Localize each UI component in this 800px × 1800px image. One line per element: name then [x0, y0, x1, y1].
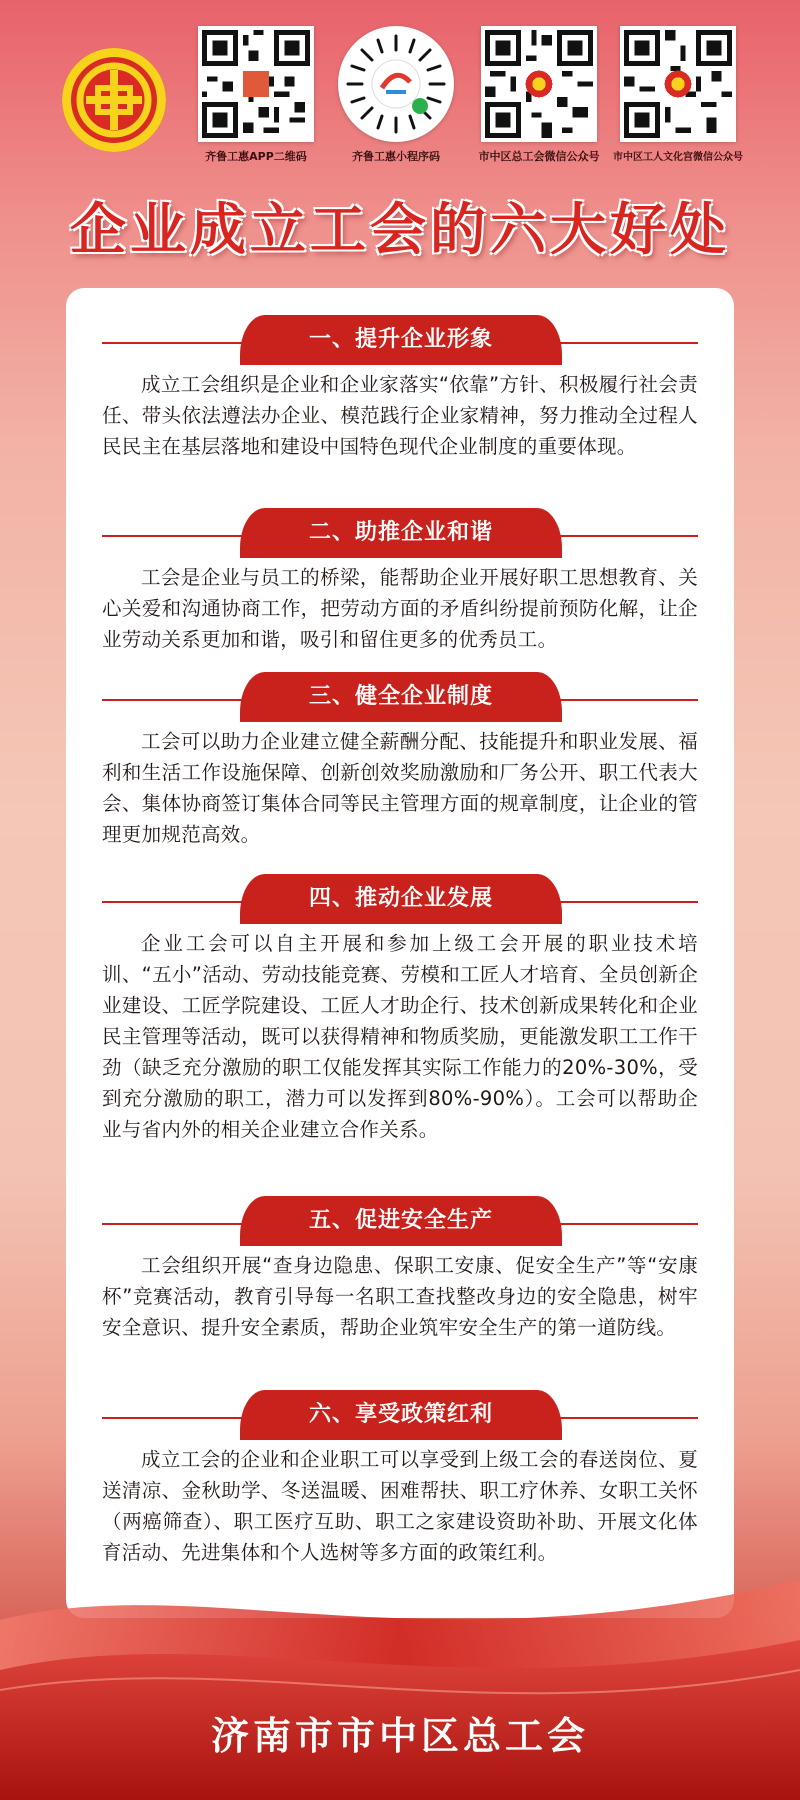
mini-program-code-icon — [338, 26, 454, 142]
section-heading: 一、提升企业形象 — [240, 315, 562, 365]
trade-union-logo-icon — [62, 48, 166, 152]
section-body: 工会是企业与员工的桥梁，能帮助企业开展好职工思想教育、关心关爱和沟通协商工作，把劳动方面的矛盾纠纷提前预防化解，让企业劳动关系更加和谐，吸引和留住更多的优秀员工。 — [102, 566, 698, 651]
qr-app — [190, 26, 322, 164]
qr-label: 齐鲁工惠小程序码 — [352, 150, 440, 163]
header — [0, 0, 800, 290]
section-body: 工会组织开展“查身边隐患、保职工安康、促安全生产”等“安康杯”竞赛活动，教育引导每一名职工查找整改身边的安全隐患，树牢安全意识、提升安全素质，帮助企业筑牢安全生产的第一道防线。 — [102, 1254, 698, 1339]
section-body: 成立工会组织是企业和企业家落实“依靠”方针、积极履行社会责任、带头依法遵法办企业、模范践行企业家精神，努力推动全过程人民民主在基层落地和建设中国特色现代企业制度的重要体现。 — [102, 373, 698, 458]
red-flag-wave-decoration — [0, 1560, 800, 1800]
section-heading: 六、享受政策红利 — [240, 1390, 562, 1440]
section-heading: 二、助推企业和谐 — [240, 508, 562, 558]
section-heading: 五、促进安全生产 — [240, 1196, 562, 1246]
content-card — [66, 288, 734, 1618]
qr-code-icon — [198, 26, 314, 142]
qr-wechat-culture-palace — [612, 26, 744, 163]
section-body: 工会可以助力企业建立健全薪酬分配、技能提升和职业发展、福利和生活工作设施保障、创新创效奖励激励和厂务公开、职工代表大会、集体协商签订集体合同等民主管理方面的规章制度，让企业的管理更加规范高效。 — [102, 730, 698, 846]
qr-code-icon — [481, 26, 597, 142]
page-title: 企业成立工会的六大好处 — [70, 198, 730, 263]
section-heading: 四、推动企业发展 — [240, 874, 562, 924]
organization-name: 济南市市中区总工会 — [210, 1714, 589, 1758]
section-body: 成立工会的企业和企业职工可以享受到上级工会的春送岗位、夏送清凉、金秋助学、冬送温暖、困难帮扶、职工疗休养、女职工关怀（两癌筛查）、职工医疗互助、职工之家建设资助补助、开展文化体育活动、先进集体和个人选树等多方面的政策红利。 — [102, 1448, 698, 1564]
qr-label: 齐鲁工惠APP二维码 — [205, 150, 307, 163]
qr-code-icon — [620, 26, 736, 142]
section-body: 企业工会可以自主开展和参加上级工会开展的职业技术培训、“五小”活动、劳动技能竞赛、劳模和工匠人才培育、全员创新企业建设、工匠学院建设、工匠人才助企行、技术创新成果转化和企业民主管理等活动，既可以获得精神和物质奖励，更能激发职工工作干劲（缺乏充分激励的职工仅能发挥其实际工作能力的20%-30%，受到充分激励的职工，潜力可以发挥到80%-90%）。工会可以帮助企业与省内外的相关企业建立合作关系。 — [102, 932, 698, 1141]
qr-wechat-union — [473, 26, 605, 164]
section-heading: 三、健全企业制度 — [240, 672, 562, 722]
qr-label: 市中区总工会微信公众号 — [478, 150, 600, 163]
qr-label: 市中区工人文化宫微信公众号 — [613, 152, 743, 163]
qr-miniprogram — [330, 26, 462, 164]
